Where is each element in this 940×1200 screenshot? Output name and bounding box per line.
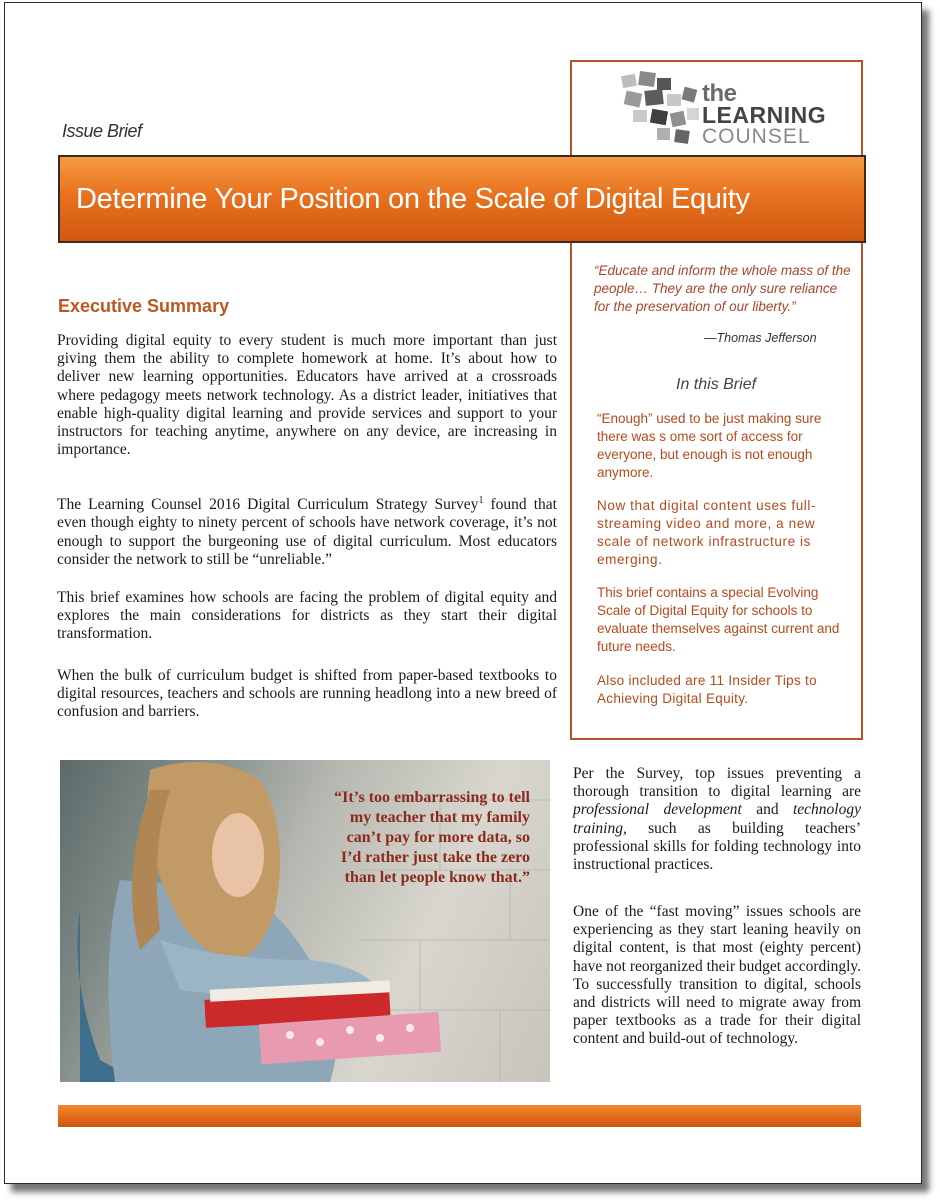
and-text: and — [741, 801, 793, 819]
logo-line-learning: LEARNING — [702, 102, 827, 128]
summary-paragraph-3: This brief examines how schools are facing the problem of digital equity and explores the main considerations for districts as they start their digital transformation. — [57, 589, 557, 643]
survey-title-text: The Learning Counsel 2016 Digital Curriculum Strategy Survey — [57, 496, 479, 514]
page-title: Determine Your Position on the Scale of Digital Equity — [76, 182, 750, 215]
brief-item-3: This brief contains a special Evolving Scale of Digital Equity for schools to evaluate themselves against current and future needs. — [597, 585, 840, 654]
logo-wordmark — [702, 82, 826, 147]
brief-item-1: “Enough” used to be just making sure there was s ome sort of access for everyone, but enough is not enough anymore. — [597, 411, 822, 480]
logo-line-counsel: COUNSEL — [702, 125, 811, 148]
summary-paragraph-2 — [57, 492, 557, 569]
in-this-brief-heading: In this Brief — [676, 376, 757, 393]
student-photo — [60, 760, 550, 1082]
professional-development-text: professional development — [573, 801, 742, 819]
logo-line-the: the — [702, 80, 737, 107]
quote-author: —Thomas Jefferson — [704, 331, 817, 345]
footnote-marker: 1 — [478, 495, 484, 506]
issue-brief-label: Issue Brief — [62, 121, 142, 141]
jefferson-quote: “Educate and inform the whole mass of the people… They are the only sure reliance for the preservation of our liberty.” — [594, 263, 851, 314]
right-paragraph-1 — [573, 765, 861, 874]
footer-bar — [58, 1105, 861, 1127]
title-banner — [58, 155, 866, 243]
survey-issues-text: Per the Survey, top issues preventing a thorough transition to digital learning are — [573, 765, 861, 801]
executive-summary-heading: Executive Summary — [58, 296, 230, 316]
survey-body-text: that even though eighty to ninety percent of schools have network coverage, it’s not enough to support the burgeoning use of digital curriculum. Most educators consider the network to still be “unreliable.” — [57, 496, 557, 568]
technology-training-text: technology training — [573, 801, 861, 837]
brief-item-2: Now that digital content uses full-streaming video and more, a new scale of network infrastructure is emerging. — [597, 498, 817, 567]
photo-quote: “It’s too embarrassing to tell my teacher that my family can’t pay for more data, so I’d rather just take the zero than let people know that.” — [334, 789, 530, 886]
survey-found-text: found — [483, 496, 527, 514]
training-detail-text: , such as building teachers’ professional skills for folding technology into instructional practices. — [573, 819, 861, 874]
summary-paragraph-4: When the bulk of curriculum budget is shifted from paper-based textbooks to digital resources, teachers and schools are running headlong into a new breed of confusion and barriers. — [57, 667, 557, 721]
summary-paragraph-1: Providing digital equity to every student is much more important than just giving them the ability to complete homework at home. It’s about how to deliver new learning opportunities. Educators have arrived at a crossroads where pedagogy meets network technology. As a district leader, initiatives that enable high-quality digital learning and provide services and support to your instructors for teaching anytime, anywhere on any device, are increasing in importance. — [57, 332, 557, 459]
right-paragraph-2: One of the “fast moving” issues schools are experiencing as they start leaning heavily on digital content, is that most (eighty percent) have not reorganized their budget accordingly. To successfully transition to digital, schools and districts will need to migrate away from paper textbooks as a trade for their digital content and build-out of technology. — [573, 903, 861, 1048]
brief-item-4: Also included are 11 Insider Tips to Achieving Digital Equity. — [597, 673, 817, 706]
